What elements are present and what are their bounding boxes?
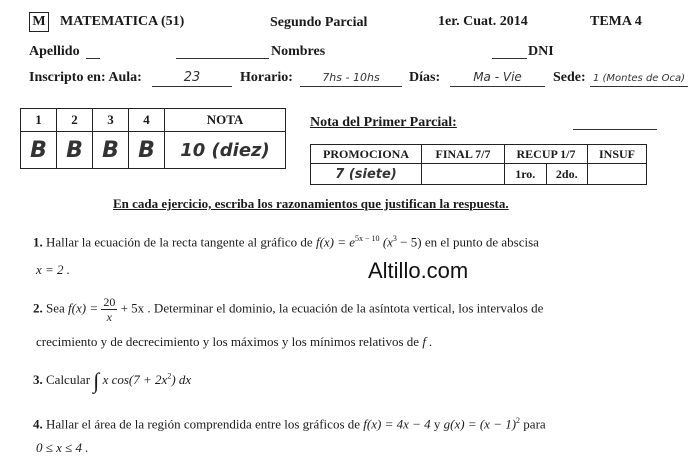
insuf-value[interactable] <box>588 164 647 185</box>
promociona-header: PROMOCIONA <box>311 145 422 164</box>
exercise-2-fn: f(x) = <box>68 300 99 316</box>
sede-label: Sede: <box>553 70 586 85</box>
exercise-4-f: f(x) = 4x − 4 <box>363 416 431 432</box>
exercise-1-point: x = 2 . <box>36 262 71 277</box>
final-value[interactable] <box>422 164 505 185</box>
exercise-4-range: 0 ≤ x ≤ 4 . <box>36 440 89 455</box>
dni-label: DNI <box>528 44 554 59</box>
dias-field[interactable] <box>450 68 545 87</box>
grade-header: 4 <box>129 109 165 132</box>
grade-table-header-row <box>21 109 286 132</box>
final-header: FINAL 7/7 <box>422 145 505 164</box>
horario-field[interactable] <box>300 68 402 87</box>
exercise-1-text: Hallar la ecuación de la recta tangente al gráfico de <box>46 234 313 250</box>
exercise-1 <box>33 234 539 250</box>
exercise-4-y: y <box>433 416 441 432</box>
dni-line[interactable] <box>492 58 527 59</box>
nota-value[interactable]: 10 (diez) <box>165 132 286 169</box>
tema-label: TEMA 4 <box>590 14 642 29</box>
exercise-number: 1. <box>33 234 43 250</box>
exercise-1-text-2: − 5) en el punto de abscisa <box>400 234 539 250</box>
apellido-line[interactable] <box>86 58 100 59</box>
grade-header: 2 <box>57 109 93 132</box>
exercise-4-g: g(x) = (x − 1) <box>443 416 517 432</box>
exercise-number: 4. <box>33 416 43 432</box>
grade-value[interactable]: B <box>21 132 57 169</box>
aula-field[interactable] <box>152 68 232 87</box>
exercise-4 <box>33 416 546 432</box>
grade-table <box>20 108 286 169</box>
exercise-2-f: f . <box>422 334 433 349</box>
primer-parcial-line[interactable] <box>573 129 657 130</box>
exercise-3 <box>33 368 191 394</box>
nota-header: NOTA <box>165 109 286 132</box>
primer-parcial-label: Nota del Primer Parcial: <box>310 115 457 130</box>
recup-1ro: 1ro. <box>505 164 547 185</box>
exercise-2-text-2: crecimiento y de decrecimiento y los máximos y los mínimos relativos de <box>36 334 420 349</box>
grade-header: 1 <box>21 109 57 132</box>
primer-parcial-table <box>310 144 647 185</box>
recup-2do: 2do. <box>546 164 588 185</box>
exercise-4-para: para <box>523 416 546 432</box>
exercise-2-sea: Sea <box>46 300 65 316</box>
exercise-3-integrand: x cos(7 + 2x <box>102 371 168 387</box>
nombres-label: Nombres <box>271 44 326 59</box>
exercise-1-fn: f(x) = e <box>315 234 356 250</box>
exercise-number: 2. <box>33 300 43 316</box>
dias-value: Ma - Vie <box>473 70 522 84</box>
exercise-2-fraction <box>101 295 117 324</box>
exercise-3-exp: 2 <box>167 371 172 381</box>
grade-table-value-row <box>21 132 286 169</box>
exam-title: Segundo Parcial <box>270 15 368 30</box>
dias-label: Días: <box>409 70 441 85</box>
apellido-label: Apellido <box>29 44 80 59</box>
grade-value[interactable]: B <box>57 132 93 169</box>
exercise-2-line-2 <box>36 334 432 350</box>
instructions: En cada ejercicio, escriba los razonamientos que justifican la respuesta. <box>113 196 509 211</box>
exercise-4-text: Hallar el área de la región comprendida entre los gráficos de <box>46 416 361 432</box>
insuf-header: INSUF <box>588 145 647 164</box>
grade-header: 3 <box>93 109 129 132</box>
grade-value[interactable]: B <box>129 132 165 169</box>
exercise-1-poly: (x <box>382 234 393 250</box>
exercise-1-exp: 5x − 10 <box>355 234 380 243</box>
tema-letter-box: M <box>29 12 49 32</box>
sede-value: 1 (Montes de Oca) <box>592 73 686 84</box>
fraction-denominator: x <box>106 310 112 324</box>
exercise-4-g-exp: 2 <box>516 416 521 425</box>
exercise-3-dx: ) dx <box>171 371 192 387</box>
grade-value[interactable]: B <box>93 132 129 169</box>
exercise-1-poly-exp: 3 <box>392 234 397 243</box>
sede-field[interactable] <box>590 68 688 87</box>
primer-parcial-header-row <box>311 145 647 164</box>
horario-label: Horario: <box>240 70 293 85</box>
exercise-2 <box>33 295 543 324</box>
aula-value: 23 <box>183 70 201 85</box>
fraction-numerator: 20 <box>103 295 116 309</box>
integral-symbol: ∫ <box>93 368 100 393</box>
recup-header: RECUP 1/7 <box>505 145 588 164</box>
exercise-2-text: + 5x . Determinar el dominio, la ecuación de la asíntota vertical, los intervalos de <box>120 300 544 316</box>
apellido-line-2[interactable] <box>176 58 269 59</box>
watermark: Altillo.com <box>368 258 469 283</box>
promociona-value[interactable]: 7 (siete) <box>311 164 422 185</box>
subject-title: MATEMATICA (51) <box>60 14 185 29</box>
inscripto-label: Inscripto en: Aula: <box>29 70 142 85</box>
primer-parcial-value-row <box>311 164 647 185</box>
exercise-3-text: Calcular <box>46 371 91 387</box>
exercise-number: 3. <box>33 371 43 387</box>
horario-value: 7hs - 10hs <box>322 71 380 84</box>
term-label: 1er. Cuat. 2014 <box>438 14 528 29</box>
